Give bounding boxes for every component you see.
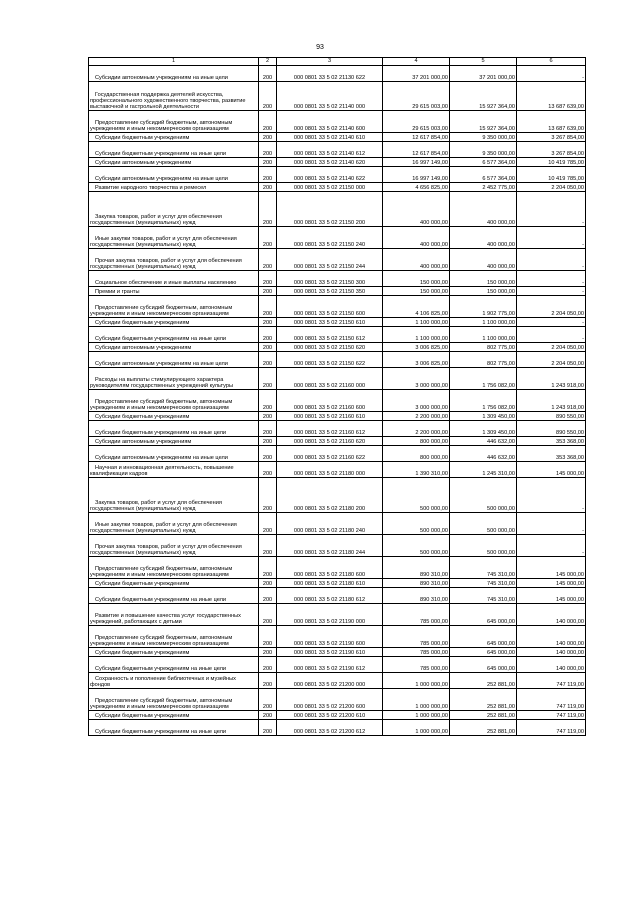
table-row <box>89 66 586 82</box>
row-exec-cell: 252 881,00 <box>450 720 517 736</box>
row-rest-cell: - <box>517 327 586 343</box>
row-code-cell: 000 0801 33 5 02 21190 610 <box>277 648 383 657</box>
row-exec-cell: 400 000,00 <box>450 227 517 249</box>
row-type-cell: 200 <box>259 249 277 271</box>
row-code-cell: 000 0801 33 5 02 21150 600 <box>277 296 383 318</box>
row-type-cell: 200 <box>259 462 277 478</box>
row-exec-cell: 645 000,00 <box>450 648 517 657</box>
row-exec-cell: 645 000,00 <box>450 604 517 626</box>
row-type-cell: 200 <box>259 588 277 604</box>
row-code-cell: 000 0801 33 5 02 21200 612 <box>277 720 383 736</box>
row-rest-cell: 13 687 639,00 <box>517 82 586 111</box>
table-row <box>89 183 586 192</box>
row-exec-cell: 15 927 364,00 <box>450 82 517 111</box>
row-rest-cell: 353 368,00 <box>517 437 586 446</box>
row-name-cell: Развитие и повышение качества услуг государственных учреждений, работающих с детьми <box>89 604 259 626</box>
row-code-cell: 000 0801 33 5 02 21190 600 <box>277 626 383 648</box>
row-type-cell: 200 <box>259 579 277 588</box>
table-row <box>89 648 586 657</box>
row-name-cell: Субсидии бюджетным учреждениям на иные цели <box>89 588 259 604</box>
row-plan-cell: 890 310,00 <box>383 557 450 579</box>
column-header: 1 <box>89 58 259 66</box>
row-name-cell: Закупка товаров, работ и услуг для обеспечения государственных (муниципальных) нужд <box>89 192 259 227</box>
row-rest-cell: 2 204 050,00 <box>517 183 586 192</box>
row-rest-cell: 145 000,00 <box>517 588 586 604</box>
row-exec-cell: 802 775,00 <box>450 352 517 368</box>
row-type-cell: 200 <box>259 183 277 192</box>
row-exec-cell: 500 000,00 <box>450 535 517 557</box>
row-plan-cell: 150 000,00 <box>383 271 450 287</box>
row-exec-cell: 1 100 000,00 <box>450 327 517 343</box>
row-code-cell: 000 0801 33 5 02 21150 610 <box>277 318 383 327</box>
row-type-cell: 200 <box>259 133 277 142</box>
row-plan-cell: 1 000 000,00 <box>383 711 450 720</box>
row-code-cell: 000 0801 33 5 02 21180 600 <box>277 557 383 579</box>
row-plan-cell: 3 006 825,00 <box>383 352 450 368</box>
row-code-cell: 000 0801 33 5 02 21150 244 <box>277 249 383 271</box>
table-row <box>89 343 586 352</box>
row-name-cell: Субсидии автономным учреждениям <box>89 343 259 352</box>
table-row <box>89 390 586 412</box>
row-code-cell: 000 0801 33 5 02 21160 600 <box>277 390 383 412</box>
row-type-cell: 200 <box>259 648 277 657</box>
row-code-cell: 000 0801 33 5 02 21150 200 <box>277 192 383 227</box>
row-name-cell: Предоставление субсидий бюджетным, автономным учреждениям и иным некоммерческим организациям <box>89 390 259 412</box>
row-plan-cell: 1 000 000,00 <box>383 689 450 711</box>
row-code-cell: 000 0801 33 5 02 21150 622 <box>277 352 383 368</box>
row-code-cell: 000 0801 33 5 02 21180 240 <box>277 513 383 535</box>
table-row <box>89 437 586 446</box>
row-exec-cell: 1 309 450,00 <box>450 421 517 437</box>
table-row <box>89 133 586 142</box>
row-type-cell: 200 <box>259 446 277 462</box>
row-type-cell: 200 <box>259 604 277 626</box>
row-type-cell: 200 <box>259 711 277 720</box>
row-exec-cell: 150 000,00 <box>450 271 517 287</box>
column-header: 3 <box>277 58 383 66</box>
row-plan-cell: 1 000 000,00 <box>383 673 450 689</box>
row-name-cell: Государственная поддержка деятелей искусства, профессионального художественного творчества, развитие выставочной и гастрольной деятельности <box>89 82 259 111</box>
table-row <box>89 513 586 535</box>
row-plan-cell: 2 200 000,00 <box>383 421 450 437</box>
row-exec-cell: 645 000,00 <box>450 626 517 648</box>
row-type-cell: 200 <box>259 158 277 167</box>
row-code-cell: 000 0801 33 5 02 21180 244 <box>277 535 383 557</box>
row-code-cell: 000 0801 33 5 02 21160 620 <box>277 437 383 446</box>
row-name-cell: Иные закупки товаров, работ и услуг для обеспечения государственных (муниципальных) нужд <box>89 513 259 535</box>
table-row <box>89 352 586 368</box>
row-code-cell: 000 0801 33 5 02 21180 200 <box>277 478 383 513</box>
row-name-cell: Предоставление субсидий бюджетным, автономным учреждениям и иным некоммерческим организациям <box>89 296 259 318</box>
row-exec-cell: 15 927 364,00 <box>450 111 517 133</box>
row-code-cell: 000 0801 33 5 02 21140 600 <box>277 111 383 133</box>
row-rest-cell: 145 000,00 <box>517 557 586 579</box>
row-plan-cell: 37 201 000,00 <box>383 66 450 82</box>
row-plan-cell: 29 615 003,00 <box>383 111 450 133</box>
row-type-cell: 200 <box>259 296 277 318</box>
row-code-cell: 000 0801 33 5 02 21180 612 <box>277 588 383 604</box>
row-code-cell: 000 0801 33 5 02 21140 610 <box>277 133 383 142</box>
row-rest-cell: - <box>517 478 586 513</box>
row-plan-cell: 16 997 149,00 <box>383 167 450 183</box>
row-plan-cell: 3 000 000,00 <box>383 390 450 412</box>
table-row <box>89 446 586 462</box>
row-rest-cell: 747 119,00 <box>517 689 586 711</box>
row-code-cell: 000 0801 33 5 02 21200 610 <box>277 711 383 720</box>
row-plan-cell: 1 100 000,00 <box>383 327 450 343</box>
row-name-cell: Расходы на выплаты стимулирующего характера руководителям государственных учреждений культуры <box>89 368 259 390</box>
row-code-cell: 000 0801 33 5 02 21160 612 <box>277 421 383 437</box>
row-type-cell: 200 <box>259 673 277 689</box>
row-name-cell: Субсидии автономным учреждениям на иные цели <box>89 66 259 82</box>
row-exec-cell: 400 000,00 <box>450 249 517 271</box>
row-type-cell: 200 <box>259 343 277 352</box>
table-row <box>89 557 586 579</box>
table-row <box>89 158 586 167</box>
row-plan-cell: 500 000,00 <box>383 535 450 557</box>
row-code-cell: 000 0801 33 5 02 21140 620 <box>277 158 383 167</box>
row-type-cell: 200 <box>259 271 277 287</box>
row-exec-cell: 500 000,00 <box>450 513 517 535</box>
row-exec-cell: 1 309 450,00 <box>450 412 517 421</box>
row-rest-cell: 10 419 785,00 <box>517 167 586 183</box>
table-row <box>89 711 586 720</box>
table-row <box>89 720 586 736</box>
row-code-cell: 000 0801 33 5 02 21200 600 <box>277 689 383 711</box>
row-plan-cell: 400 000,00 <box>383 227 450 249</box>
row-type-cell: 200 <box>259 227 277 249</box>
row-plan-cell: 3 006 825,00 <box>383 343 450 352</box>
row-name-cell: Субсидии бюджетным учреждениям на иные цели <box>89 327 259 343</box>
row-type-cell: 200 <box>259 111 277 133</box>
row-plan-cell: 800 000,00 <box>383 437 450 446</box>
column-header: 4 <box>383 58 450 66</box>
column-header: 5 <box>450 58 517 66</box>
row-name-cell: Субсидии автономным учреждениям на иные цели <box>89 352 259 368</box>
row-name-cell: Иные закупки товаров, работ и услуг для обеспечения государственных (муниципальных) нужд <box>89 227 259 249</box>
row-exec-cell: 9 350 000,00 <box>450 133 517 142</box>
row-plan-cell: 150 000,00 <box>383 287 450 296</box>
row-plan-cell: 4 656 825,00 <box>383 183 450 192</box>
column-header: 6 <box>517 58 586 66</box>
row-name-cell: Субсидии автономным учреждениям <box>89 437 259 446</box>
row-exec-cell: 37 201 000,00 <box>450 66 517 82</box>
row-plan-cell: 785 000,00 <box>383 604 450 626</box>
row-rest-cell: 140 000,00 <box>517 604 586 626</box>
row-name-cell: Субсидии бюджетным учреждениям <box>89 579 259 588</box>
row-exec-cell: 1 756 082,00 <box>450 368 517 390</box>
row-exec-cell: 252 881,00 <box>450 689 517 711</box>
row-type-cell: 200 <box>259 421 277 437</box>
row-type-cell: 200 <box>259 368 277 390</box>
row-name-cell: Предоставление субсидий бюджетным, автономным учреждениям и иным некоммерческим организациям <box>89 557 259 579</box>
row-rest-cell: 353 368,00 <box>517 446 586 462</box>
row-exec-cell: 1 902 775,00 <box>450 296 517 318</box>
row-name-cell: Субсидии бюджетным учреждениям на иные цели <box>89 142 259 158</box>
row-type-cell: 200 <box>259 167 277 183</box>
row-code-cell: 000 0801 33 5 02 21150 300 <box>277 271 383 287</box>
row-plan-cell: 29 615 003,00 <box>383 82 450 111</box>
table-row <box>89 318 586 327</box>
table-row <box>89 673 586 689</box>
table-row <box>89 626 586 648</box>
row-rest-cell: - <box>517 513 586 535</box>
row-type-cell: 200 <box>259 82 277 111</box>
table-row <box>89 579 586 588</box>
row-code-cell: 000 0801 33 5 02 21160 622 <box>277 446 383 462</box>
row-plan-cell: 12 617 854,00 <box>383 133 450 142</box>
row-name-cell: Субсидии бюджетным учреждениям <box>89 133 259 142</box>
row-code-cell: 000 0801 33 5 02 21150 240 <box>277 227 383 249</box>
row-exec-cell: 252 881,00 <box>450 711 517 720</box>
row-type-cell: 200 <box>259 287 277 296</box>
table-row <box>89 327 586 343</box>
row-rest-cell: 890 550,00 <box>517 412 586 421</box>
row-name-cell: Субсидии бюджетным учреждениям <box>89 318 259 327</box>
table-row <box>89 82 586 111</box>
row-name-cell: Субсидии автономным учреждениям на иные цели <box>89 446 259 462</box>
row-plan-cell: 785 000,00 <box>383 657 450 673</box>
row-rest-cell: 140 000,00 <box>517 648 586 657</box>
row-rest-cell: - <box>517 66 586 82</box>
row-type-cell: 200 <box>259 557 277 579</box>
row-rest-cell: - <box>517 535 586 557</box>
row-rest-cell: 2 204 050,00 <box>517 343 586 352</box>
row-plan-cell: 16 997 149,00 <box>383 158 450 167</box>
row-rest-cell: 747 119,00 <box>517 711 586 720</box>
table-header-row <box>89 58 586 66</box>
row-rest-cell: - <box>517 227 586 249</box>
row-name-cell: Субсидии бюджетным учреждениям на иные цели <box>89 720 259 736</box>
row-exec-cell: 150 000,00 <box>450 287 517 296</box>
row-code-cell: 000 0801 33 5 02 21190 612 <box>277 657 383 673</box>
table-row <box>89 478 586 513</box>
row-name-cell: Субсидии бюджетным учреждениям <box>89 711 259 720</box>
row-exec-cell: 6 577 364,00 <box>450 167 517 183</box>
row-code-cell: 000 0801 33 5 02 21140 612 <box>277 142 383 158</box>
row-rest-cell: - <box>517 249 586 271</box>
row-type-cell: 200 <box>259 657 277 673</box>
row-name-cell: Сохранность и пополнение библиотечных и музейных фондов <box>89 673 259 689</box>
row-rest-cell: 747 119,00 <box>517 720 586 736</box>
row-plan-cell: 1 000 000,00 <box>383 720 450 736</box>
row-code-cell: 000 0801 33 5 02 21150 350 <box>277 287 383 296</box>
row-type-cell: 200 <box>259 437 277 446</box>
table-row <box>89 689 586 711</box>
row-name-cell: Социальное обеспечение и иные выплаты населению <box>89 271 259 287</box>
row-type-cell: 200 <box>259 142 277 158</box>
row-code-cell: 000 0801 33 5 02 21140 000 <box>277 82 383 111</box>
row-name-cell: Прочая закупка товаров, работ и услуг для обеспечения государственных (муниципальных) нужд <box>89 535 259 557</box>
table-row <box>89 657 586 673</box>
table-row <box>89 287 586 296</box>
row-plan-cell: 4 106 825,00 <box>383 296 450 318</box>
row-rest-cell: - <box>517 318 586 327</box>
row-code-cell: 000 0801 33 5 02 21200 000 <box>277 673 383 689</box>
table-row <box>89 249 586 271</box>
row-exec-cell: 745 310,00 <box>450 588 517 604</box>
row-rest-cell: 1 243 918,00 <box>517 368 586 390</box>
row-rest-cell: 140 000,00 <box>517 626 586 648</box>
row-exec-cell: 2 452 775,00 <box>450 183 517 192</box>
row-rest-cell: 747 119,00 <box>517 673 586 689</box>
row-name-cell: Развитие народного творчества и ремесел <box>89 183 259 192</box>
table-row <box>89 588 586 604</box>
table-row <box>89 142 586 158</box>
row-plan-cell: 400 000,00 <box>383 249 450 271</box>
row-plan-cell: 2 200 000,00 <box>383 412 450 421</box>
row-rest-cell: 13 687 639,00 <box>517 111 586 133</box>
row-type-cell: 200 <box>259 66 277 82</box>
row-rest-cell: 10 419 785,00 <box>517 158 586 167</box>
row-type-cell: 200 <box>259 390 277 412</box>
row-exec-cell: 446 632,00 <box>450 446 517 462</box>
column-header: 2 <box>259 58 277 66</box>
row-code-cell: 000 0801 33 5 02 21190 000 <box>277 604 383 626</box>
row-exec-cell: 9 350 000,00 <box>450 142 517 158</box>
row-name-cell: Закупка товаров, работ и услуг для обеспечения государственных (муниципальных) нужд <box>89 478 259 513</box>
table-body <box>89 66 586 736</box>
table-row <box>89 462 586 478</box>
row-type-cell: 200 <box>259 720 277 736</box>
row-name-cell: Субсидии автономным учреждениям <box>89 158 259 167</box>
row-rest-cell: - <box>517 192 586 227</box>
row-type-cell: 200 <box>259 478 277 513</box>
row-code-cell: 000 0801 33 5 02 21150 620 <box>277 343 383 352</box>
row-rest-cell: 140 000,00 <box>517 657 586 673</box>
table-row <box>89 296 586 318</box>
row-plan-cell: 12 617 854,00 <box>383 142 450 158</box>
row-exec-cell: 1 100 000,00 <box>450 318 517 327</box>
row-plan-cell: 800 000,00 <box>383 446 450 462</box>
row-code-cell: 000 0801 33 5 02 21180 000 <box>277 462 383 478</box>
row-type-cell: 200 <box>259 318 277 327</box>
row-rest-cell: 3 267 854,00 <box>517 133 586 142</box>
row-rest-cell: 1 243 918,00 <box>517 390 586 412</box>
row-name-cell: Премии и гранты <box>89 287 259 296</box>
row-type-cell: 200 <box>259 535 277 557</box>
row-name-cell: Предоставление субсидий бюджетным, автономным учреждениям и иным некоммерческим организациям <box>89 111 259 133</box>
row-exec-cell: 745 310,00 <box>450 557 517 579</box>
row-rest-cell: 2 204 050,00 <box>517 352 586 368</box>
row-rest-cell: - <box>517 287 586 296</box>
table-row <box>89 167 586 183</box>
row-plan-cell: 500 000,00 <box>383 513 450 535</box>
row-code-cell: 000 0801 33 5 02 21160 000 <box>277 368 383 390</box>
row-code-cell: 000 0801 33 5 02 21150 612 <box>277 327 383 343</box>
table-row <box>89 271 586 287</box>
row-name-cell: Субсидии бюджетным учреждениям на иные цели <box>89 421 259 437</box>
row-rest-cell: 145 000,00 <box>517 579 586 588</box>
row-plan-cell: 785 000,00 <box>383 648 450 657</box>
row-name-cell: Субсидии бюджетным учреждениям на иные цели <box>89 657 259 673</box>
row-plan-cell: 785 000,00 <box>383 626 450 648</box>
row-type-cell: 200 <box>259 327 277 343</box>
row-exec-cell: 645 000,00 <box>450 657 517 673</box>
row-plan-cell: 1 100 000,00 <box>383 318 450 327</box>
table-row <box>89 192 586 227</box>
row-code-cell: 000 0801 33 5 02 21130 622 <box>277 66 383 82</box>
row-type-cell: 200 <box>259 412 277 421</box>
row-code-cell: 000 0801 33 5 02 21140 622 <box>277 167 383 183</box>
row-exec-cell: 400 000,00 <box>450 192 517 227</box>
row-rest-cell: 3 267 854,00 <box>517 142 586 158</box>
row-plan-cell: 3 000 000,00 <box>383 368 450 390</box>
row-rest-cell: 2 204 050,00 <box>517 296 586 318</box>
row-type-cell: 200 <box>259 352 277 368</box>
row-plan-cell: 890 310,00 <box>383 588 450 604</box>
table-row <box>89 368 586 390</box>
table-row <box>89 535 586 557</box>
row-code-cell: 000 0801 33 5 02 21160 610 <box>277 412 383 421</box>
table-row <box>89 111 586 133</box>
budget-table <box>88 57 586 736</box>
row-exec-cell: 6 577 364,00 <box>450 158 517 167</box>
row-rest-cell: - <box>517 271 586 287</box>
row-exec-cell: 252 881,00 <box>450 673 517 689</box>
row-exec-cell: 802 775,00 <box>450 343 517 352</box>
row-exec-cell: 1 245 310,00 <box>450 462 517 478</box>
row-name-cell: Субсидии бюджетным учреждениям <box>89 412 259 421</box>
row-type-cell: 200 <box>259 689 277 711</box>
row-exec-cell: 500 000,00 <box>450 478 517 513</box>
row-plan-cell: 500 000,00 <box>383 478 450 513</box>
row-rest-cell: 890 550,00 <box>517 421 586 437</box>
table-row <box>89 412 586 421</box>
table-row <box>89 604 586 626</box>
row-plan-cell: 890 310,00 <box>383 579 450 588</box>
row-name-cell: Предоставление субсидий бюджетным, автономным учреждениям и иным некоммерческим организациям <box>89 626 259 648</box>
row-plan-cell: 1 390 310,00 <box>383 462 450 478</box>
row-exec-cell: 745 310,00 <box>450 579 517 588</box>
row-name-cell: Прочая закупка товаров, работ и услуг для обеспечения государственных (муниципальных) нужд <box>89 249 259 271</box>
table-row <box>89 421 586 437</box>
row-code-cell: 000 0801 33 5 02 21180 610 <box>277 579 383 588</box>
table-row <box>89 227 586 249</box>
row-type-cell: 200 <box>259 513 277 535</box>
row-rest-cell: 145 000,00 <box>517 462 586 478</box>
row-plan-cell: 400 000,00 <box>383 192 450 227</box>
row-type-cell: 200 <box>259 192 277 227</box>
page-number: 93 <box>316 44 324 51</box>
row-type-cell: 200 <box>259 626 277 648</box>
row-name-cell: Субсидии бюджетным учреждениям <box>89 648 259 657</box>
row-name-cell: Субсидии автономным учреждениям на иные цели <box>89 167 259 183</box>
row-exec-cell: 446 632,00 <box>450 437 517 446</box>
row-name-cell: Предоставление субсидий бюджетным, автономным учреждениям и иным некоммерческим организациям <box>89 689 259 711</box>
row-exec-cell: 1 756 082,00 <box>450 390 517 412</box>
row-code-cell: 000 0801 33 5 02 21150 000 <box>277 183 383 192</box>
row-name-cell: Научная и инновационная деятельность, повышение квалификации кадров <box>89 462 259 478</box>
